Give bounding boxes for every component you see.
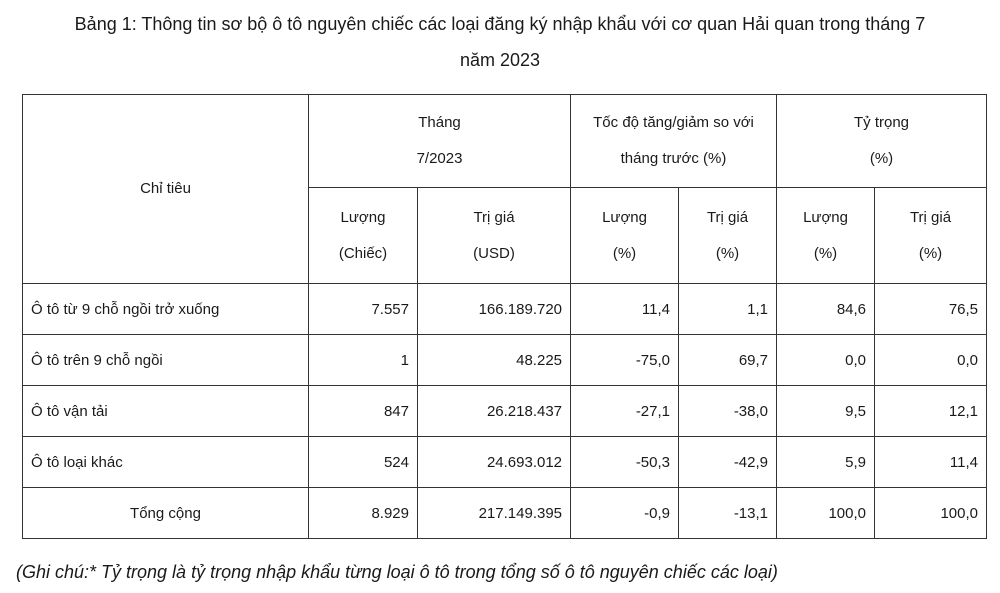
cell-value-growth: 1,1 [679,284,777,335]
cell-qty: 847 [309,386,418,437]
total-row [23,488,987,539]
cell-qty-growth: -27,1 [571,386,679,437]
cell-value-growth: -13,1 [679,488,777,539]
car-import-table [22,94,987,539]
total-label: Tổng cộng [23,488,309,539]
cell-qty: 1 [309,335,418,386]
header-qty-share [777,188,875,284]
header-share [777,95,987,188]
cell-value: 48.225 [418,335,571,386]
header-growth-line1: Tốc độ tăng/giảm so với [593,114,754,131]
cell-qty: 7.557 [309,284,418,335]
header-value-usd [418,188,571,284]
cell-qty: 524 [309,437,418,488]
header-indicator: Chỉ tiêu [23,95,309,284]
cell-value-share: 12,1 [875,386,987,437]
cell-qty-share: 5,9 [777,437,875,488]
table-row [23,386,987,437]
cell-value-share: 76,5 [875,284,987,335]
header-qty-chiec [309,188,418,284]
row-label: Ô tô loại khác [23,437,309,488]
header-month-line2: 7/2023 [416,150,463,167]
row-label: Ô tô từ 9 chỗ ngồi trở xuống [23,284,309,335]
cell-value: 26.218.437 [418,386,571,437]
header-value-growth-line1: Trị giá [706,208,749,226]
header-growth [571,95,777,188]
header-qty-growth [571,188,679,284]
header-share-line1: Tỷ trọng [854,114,910,131]
cell-value-share: 0,0 [875,335,987,386]
cell-value-share: 11,4 [875,437,987,488]
cell-qty-share: 9,5 [777,386,875,437]
cell-value: 24.693.012 [418,437,571,488]
cell-qty-share: 84,6 [777,284,875,335]
cell-value: 217.149.395 [418,488,571,539]
cell-qty-growth: 11,4 [571,284,679,335]
header-qty-growth-line1: Lượng [602,208,647,226]
table-row [23,437,987,488]
table-row [23,284,987,335]
header-month-line1: Tháng [418,114,461,131]
header-growth-line2: tháng trước (%) [620,150,727,167]
cell-value-growth: 69,7 [679,335,777,386]
table-title-line1: Bảng 1: Thông tin sơ bộ ô tô nguyên chiếc các loại đăng ký nhập khẩu với cơ quan Hải quan trong tháng 7 [74,14,926,34]
header-qty-chiec-line1: Lượng [340,208,386,226]
cell-value: 166.189.720 [418,284,571,335]
header-month [309,95,571,188]
header-value-growth-line2: (%) [715,244,740,262]
header-value-usd-line2: (USD) [473,244,515,262]
cell-qty-share: 0,0 [777,335,875,386]
footnote: (Ghi chú:* Tỷ trọng là tỷ trọng nhập khẩu từng loại ô tô trong tổng số ô tô nguyên chiếc các loại) [16,562,778,582]
header-value-share [875,188,987,284]
cell-qty-growth: -75,0 [571,335,679,386]
row-label: Ô tô trên 9 chỗ ngồi [23,335,309,386]
header-value-growth [679,188,777,284]
header-value-usd-line1: Trị giá [473,208,515,226]
header-qty-share-line2: (%) [813,244,838,262]
cell-value-share: 100,0 [875,488,987,539]
cell-value-growth: -38,0 [679,386,777,437]
cell-qty: 8.929 [309,488,418,539]
table-row [23,335,987,386]
header-value-share-line1: Trị giá [909,208,952,226]
cell-qty-growth: -0,9 [571,488,679,539]
table-title-line2: năm 2023 [459,50,541,70]
cell-qty-share: 100,0 [777,488,875,539]
cell-value-growth: -42,9 [679,437,777,488]
header-qty-share-line1: Lượng [803,208,848,226]
header-qty-growth-line2: (%) [612,244,637,262]
table-title [0,6,1000,78]
header-share-line2: (%) [869,150,894,167]
header-qty-chiec-line2: (Chiếc) [338,244,388,262]
header-value-share-line2: (%) [918,244,943,262]
row-label: Ô tô vận tải [23,386,309,437]
cell-qty-growth: -50,3 [571,437,679,488]
